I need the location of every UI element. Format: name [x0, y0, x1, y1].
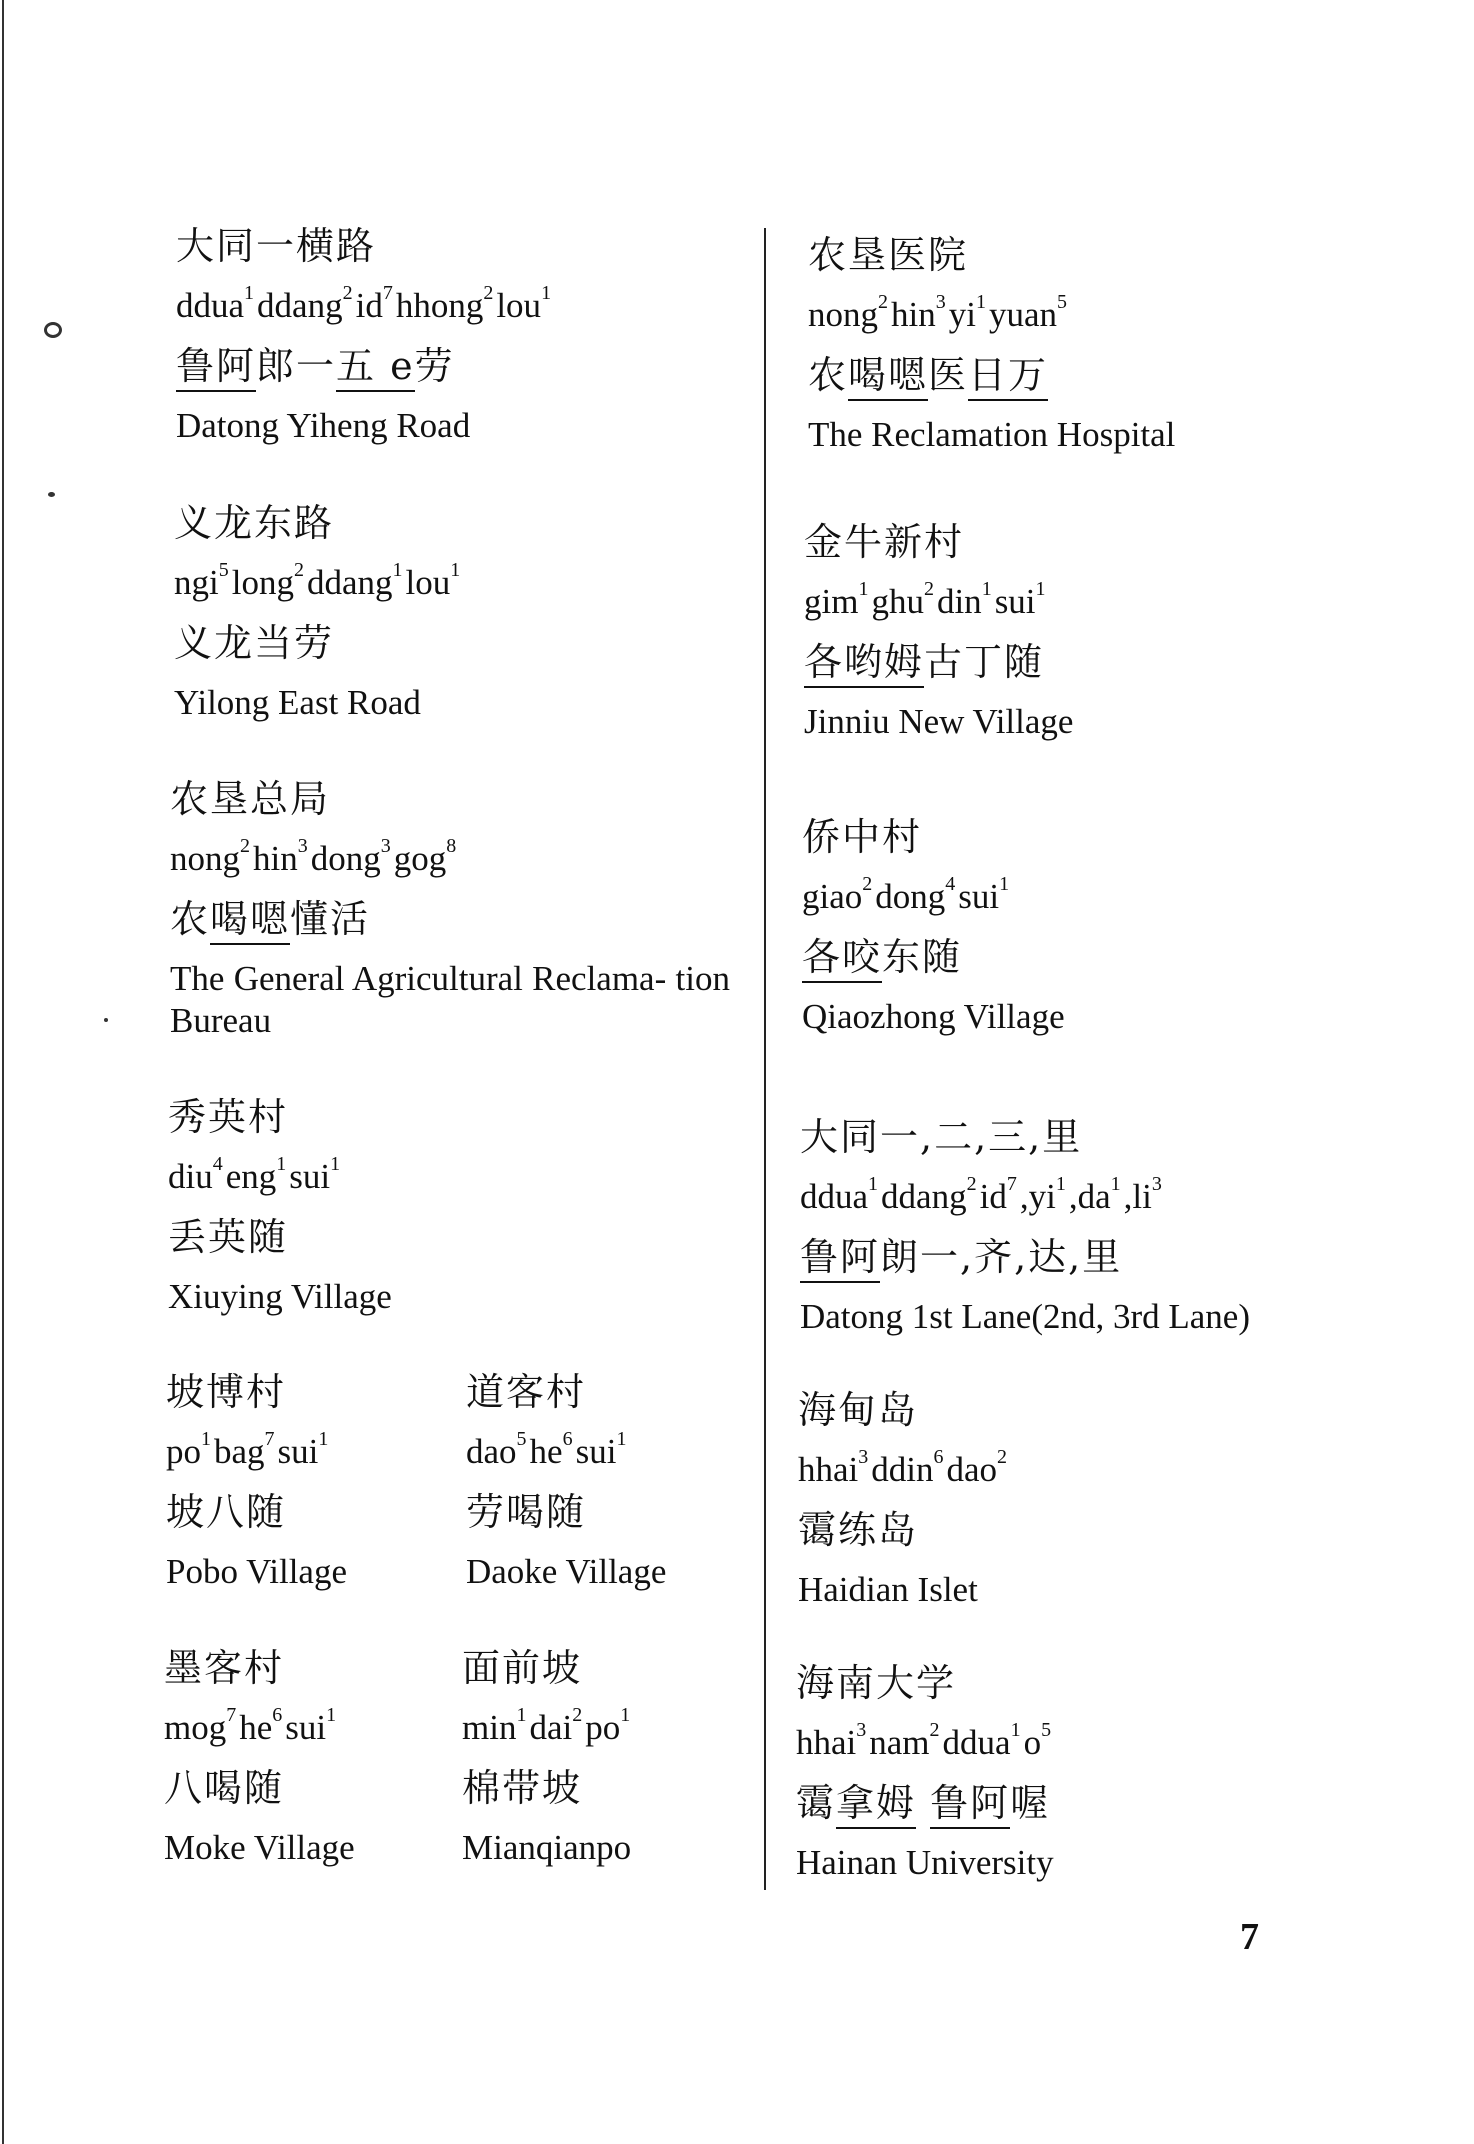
syllable: eng — [225, 1157, 277, 1196]
english-name: Hainan University — [796, 1843, 1054, 1882]
syllable: gim — [804, 582, 859, 621]
tone-number: 3 — [1151, 1173, 1162, 1195]
syllable: dai — [529, 1708, 573, 1747]
romanization — [796, 1713, 1054, 1773]
page-number: 7 — [1240, 1916, 1259, 1958]
english-name: The General Agricultural Reclama- tion Bureau — [170, 959, 730, 1040]
syllable: dong — [875, 877, 946, 916]
syllable: giao — [802, 877, 863, 916]
romanization — [808, 285, 1175, 345]
tone-number: 1 — [392, 559, 403, 581]
tone-number: 1 — [541, 282, 552, 304]
scan-speck — [44, 322, 62, 338]
tone-number: 1 — [858, 578, 869, 600]
segment: 霭 — [796, 1781, 837, 1825]
syllable: sui — [285, 1708, 327, 1747]
segment: 医 — [928, 353, 969, 397]
syllable: he — [529, 1432, 563, 1471]
segment: 义龙当劳 — [174, 621, 335, 665]
homophone-characters — [466, 1482, 666, 1542]
segment: 劳喝随 — [466, 1490, 587, 1534]
romanization — [798, 1440, 1010, 1500]
syllable: hhong — [395, 286, 484, 325]
segment: 郎一 — [256, 344, 337, 388]
segment: 霭练岛 — [798, 1508, 919, 1552]
romanization — [166, 1422, 347, 1482]
syllable: po — [166, 1432, 201, 1471]
tone-number: 1 — [326, 1704, 337, 1726]
romanization — [800, 1167, 1250, 1227]
homophone-characters — [166, 1482, 347, 1542]
glossary-entry — [176, 216, 554, 456]
segment: 古丁随 — [924, 640, 1045, 684]
chinese-name: 农垦医院 — [808, 233, 969, 277]
syllable: nong — [170, 839, 240, 878]
tone-number: 2 — [572, 1704, 583, 1726]
syllable: ddua — [176, 286, 245, 325]
tone-number: 4 — [212, 1153, 223, 1175]
tone-number: 1 — [516, 1704, 527, 1726]
underlined-segment: 五 e — [336, 344, 415, 392]
chinese-name: 侨中村 — [802, 815, 923, 859]
english-name: Qiaozhong Village — [802, 997, 1065, 1036]
syllable: long — [231, 563, 294, 602]
syllable: ,li — [1123, 1177, 1152, 1216]
syllable: ddang — [881, 1177, 967, 1216]
homophone-characters — [802, 927, 1065, 987]
tone-number: 3 — [297, 835, 308, 857]
syllable: ddang — [306, 563, 393, 602]
underlined-segment: 鲁阿 — [930, 1781, 1010, 1829]
glossary-entry — [808, 225, 1175, 465]
romanization — [168, 1147, 392, 1207]
tone-number: 2 — [929, 1719, 940, 1741]
syllable: he — [239, 1708, 273, 1747]
tone-number: 2 — [997, 1446, 1008, 1468]
english-name: Datong Yiheng Road — [176, 406, 471, 445]
syllable: min — [462, 1708, 517, 1747]
syllable: yi — [948, 295, 976, 334]
english-name: Daoke Village — [466, 1552, 667, 1591]
homophone-characters — [804, 632, 1073, 692]
chinese-name: 墨客村 — [164, 1646, 285, 1690]
tone-number: 7 — [226, 1704, 237, 1726]
tone-number: 2 — [966, 1173, 977, 1195]
syllable: id — [355, 286, 383, 325]
chinese-name: 大同一,二,三,里 — [800, 1115, 1083, 1159]
tone-number: 3 — [856, 1719, 867, 1741]
chinese-name: 坡博村 — [166, 1370, 287, 1414]
romanization — [804, 572, 1073, 632]
chinese-name: 道客村 — [466, 1370, 587, 1414]
tone-number: 1 — [450, 559, 461, 581]
tone-number: 2 — [862, 873, 873, 895]
tone-number: 1 — [276, 1153, 287, 1175]
tone-number: 1 — [868, 1173, 879, 1195]
segment: 朗一,齐,达,里 — [880, 1235, 1123, 1279]
segment: 坡八随 — [166, 1490, 287, 1534]
glossary-entry — [168, 1087, 392, 1327]
tone-number: 6 — [272, 1704, 283, 1726]
tone-number: 5 — [218, 559, 229, 581]
tone-number: 3 — [935, 291, 946, 313]
tone-number: 1 — [318, 1428, 329, 1450]
scan-speck — [48, 492, 55, 497]
chinese-name: 海甸岛 — [798, 1388, 919, 1432]
tone-number: 4 — [945, 873, 956, 895]
english-name: Haidian Islet — [798, 1570, 978, 1609]
syllable: nam — [869, 1723, 930, 1762]
syllable: id — [979, 1177, 1007, 1216]
tone-number: 5 — [1041, 1719, 1052, 1741]
page-edge — [2, 0, 4, 2144]
chinese-name: 秀英村 — [168, 1095, 289, 1139]
homophone-characters — [174, 613, 463, 673]
syllable: hin — [253, 839, 298, 878]
english-name: The Reclamation Hospital — [808, 415, 1176, 454]
syllable: mog — [164, 1708, 227, 1747]
syllable: po — [585, 1708, 621, 1747]
tone-number: 2 — [483, 282, 494, 304]
homophone-characters — [176, 336, 554, 396]
romanization — [174, 553, 463, 613]
syllable: sui — [958, 877, 1000, 916]
underlined-segment: 鲁阿 — [800, 1235, 880, 1283]
english-name: Jinniu New Village — [804, 702, 1074, 741]
english-name: Pobo Village — [166, 1552, 347, 1591]
homophone-characters — [462, 1758, 633, 1818]
romanization — [176, 276, 554, 336]
tone-number: 1 — [244, 282, 255, 304]
tone-number: 1 — [1110, 1173, 1121, 1195]
chinese-name: 面前坡 — [462, 1646, 583, 1690]
syllable: dao — [466, 1432, 517, 1471]
glossary-entry — [164, 1638, 355, 1878]
homophone-characters — [808, 345, 1175, 405]
romanization — [466, 1422, 666, 1482]
segment: 丢英随 — [168, 1215, 289, 1259]
segment: 喔 — [1010, 1781, 1051, 1825]
tone-number: 1 — [999, 873, 1010, 895]
tone-number: 2 — [240, 835, 250, 857]
homophone-characters — [164, 1758, 355, 1818]
segment: 懂活 — [290, 897, 371, 941]
homophone-characters — [798, 1500, 1010, 1560]
underlined-segment: 各咬 — [802, 935, 882, 983]
chinese-name: 金牛新村 — [804, 520, 965, 564]
underlined-segment: 喝嗯 — [848, 353, 928, 401]
segment: 劳 — [414, 344, 455, 388]
underlined-segment: 各哟姆 — [804, 640, 924, 688]
syllable: bag — [214, 1432, 265, 1471]
syllable: sui — [289, 1157, 331, 1196]
syllable: sui — [994, 582, 1036, 621]
syllable: ,yi — [1019, 1177, 1056, 1216]
tone-number: 7 — [264, 1428, 275, 1450]
segment: 棉带坡 — [462, 1766, 583, 1810]
glossary-entry — [466, 1362, 666, 1602]
syllable: dao — [946, 1450, 998, 1489]
tone-number: 2 — [878, 291, 888, 313]
chinese-name: 农垦总局 — [170, 777, 331, 821]
underlined-segment: 喝嗯 — [210, 897, 290, 945]
tone-number: 2 — [293, 559, 304, 581]
segment: 东随 — [882, 935, 963, 979]
syllable: hin — [891, 295, 936, 334]
syllable: o — [1023, 1723, 1042, 1762]
tone-number: 5 — [1057, 291, 1068, 313]
tone-number: 1 — [1035, 578, 1046, 600]
chinese-name: 海南大学 — [796, 1661, 957, 1705]
syllable: lou — [405, 563, 451, 602]
glossary-entry — [802, 807, 1065, 1047]
chinese-name: 大同一横路 — [176, 224, 377, 268]
english-name: Datong 1st Lane(2nd, 3rd Lane) — [800, 1297, 1250, 1336]
homophone-characters — [168, 1207, 392, 1267]
tone-number: 7 — [382, 282, 393, 304]
glossary-entry — [462, 1638, 633, 1878]
romanization — [802, 867, 1065, 927]
tone-number: 1 — [1055, 1173, 1066, 1195]
syllable: ngi — [174, 563, 219, 602]
syllable: hhai — [798, 1450, 859, 1489]
tone-number: 3 — [380, 835, 391, 857]
tone-number: 1 — [201, 1428, 211, 1450]
glossary-entry — [174, 493, 463, 733]
syllable: diu — [168, 1157, 213, 1196]
romanization — [462, 1698, 633, 1758]
segment: 农 — [170, 897, 211, 941]
column-divider — [764, 228, 766, 1890]
glossary-entry — [170, 769, 730, 1042]
syllable: gog — [393, 839, 447, 878]
glossary-entry — [804, 512, 1073, 752]
syllable: ddua — [800, 1177, 869, 1216]
syllable: dong — [310, 839, 381, 878]
tone-number: 1 — [1010, 1719, 1021, 1741]
tone-number: 6 — [562, 1428, 573, 1450]
tone-number: 2 — [923, 578, 934, 600]
glossary-entry — [798, 1380, 1010, 1620]
tone-number: 7 — [1006, 1173, 1017, 1195]
syllable: sui — [575, 1432, 617, 1471]
scan-speck — [104, 1018, 108, 1022]
tone-number: 1 — [330, 1153, 341, 1175]
homophone-characters — [796, 1773, 1054, 1833]
tone-number: 1 — [981, 578, 992, 600]
english-name: Mianqianpo — [462, 1828, 632, 1867]
syllable: din — [936, 582, 982, 621]
segment: 八喝随 — [164, 1766, 285, 1810]
glossary-entry — [166, 1362, 347, 1602]
english-name: Yilong East Road — [174, 683, 421, 722]
english-name: Moke Village — [164, 1828, 355, 1867]
syllable: ddua — [942, 1723, 1011, 1762]
english-name: Xiuying Village — [168, 1277, 392, 1316]
syllable: ghu — [871, 582, 924, 621]
underlined-segment: 鲁阿 — [176, 344, 256, 392]
segment: 农 — [808, 353, 849, 397]
syllable: ddin — [871, 1450, 934, 1489]
syllable: ,da — [1068, 1177, 1111, 1216]
syllable: hhai — [796, 1723, 857, 1762]
tone-number: 8 — [446, 835, 457, 857]
chinese-name: 义龙东路 — [174, 501, 335, 545]
syllable: yuan — [988, 295, 1058, 334]
tone-number: 1 — [620, 1704, 631, 1726]
syllable: sui — [277, 1432, 319, 1471]
glossary-entry — [800, 1107, 1250, 1347]
homophone-characters — [800, 1227, 1250, 1287]
tone-number: 3 — [858, 1446, 869, 1468]
tone-number: 5 — [516, 1428, 527, 1450]
syllable: ddang — [257, 286, 343, 325]
syllable: nong — [808, 295, 878, 334]
tone-number: 6 — [933, 1446, 944, 1468]
tone-number: 1 — [616, 1428, 627, 1450]
underlined-segment: 拿姆 — [836, 1781, 916, 1829]
romanization — [164, 1698, 355, 1758]
underlined-segment: 日万 — [968, 353, 1048, 401]
tone-number: 2 — [342, 282, 353, 304]
tone-number: 1 — [975, 291, 986, 313]
syllable: lou — [496, 286, 542, 325]
romanization — [170, 829, 730, 889]
segment — [916, 1781, 930, 1825]
glossary-entry — [796, 1653, 1054, 1893]
homophone-characters — [170, 889, 730, 949]
